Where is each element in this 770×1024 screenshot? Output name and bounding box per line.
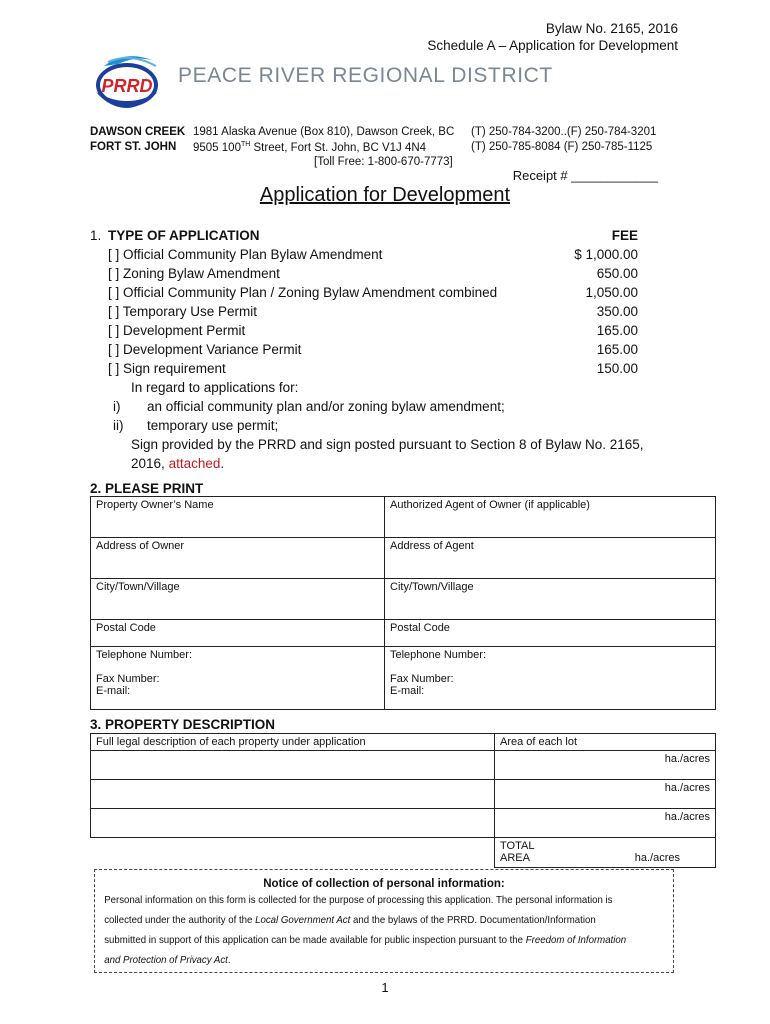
application-type-item[interactable]: [ ] Sign requirement (108, 361, 226, 376)
attached-link[interactable]: attached (168, 456, 221, 471)
section3-heading: 3. PROPERTY DESCRIPTION (90, 717, 276, 732)
page-title: Application for Development (259, 184, 511, 206)
table-row (91, 734, 716, 751)
table-row (91, 809, 716, 838)
table-row (91, 751, 716, 780)
legal-description-field[interactable] (91, 751, 495, 780)
schedule-title: Schedule A – Application for Development (427, 38, 678, 53)
owner-name-field[interactable]: Property Owner’s Name (91, 497, 385, 538)
agent-city-field[interactable]: City/Town/Village (385, 579, 716, 620)
area-field[interactable]: ha./acres (495, 809, 716, 838)
sign-i-marker: i) (113, 399, 121, 414)
privacy-notice (94, 869, 674, 973)
fee-value: 350.00 (596, 304, 638, 319)
table-row (91, 780, 716, 809)
area-field[interactable]: ha./acres (495, 780, 716, 809)
sign-text-2: 2016, attached. (131, 456, 225, 471)
agent-address-field[interactable]: Address of Agent (385, 538, 716, 579)
blank-cell (91, 838, 495, 868)
owner-info-table (90, 496, 716, 710)
table-row (91, 647, 716, 710)
application-type-item[interactable]: [ ] Zoning Bylaw Amendment (108, 266, 280, 281)
owner-postal-field[interactable]: Postal Code (91, 620, 385, 647)
fee-list (574, 245, 638, 378)
table-row (91, 538, 716, 579)
table-row (91, 497, 716, 538)
sign-ii: temporary use permit; (147, 418, 279, 433)
application-type-item[interactable]: [ ] Official Community Plan Bylaw Amendment (108, 247, 383, 262)
fee-value: 165.00 (596, 323, 638, 338)
legal-description-field[interactable] (91, 780, 495, 809)
office-address-dawson: 1981 Alaska Avenue (Box 810), Dawson Creek, BC (193, 126, 455, 138)
prrd-logo (90, 52, 165, 114)
table-row (91, 620, 716, 647)
office-city-dawson: DAWSON CREEK (90, 126, 186, 138)
agent-contact-field[interactable]: Telephone Number: Fax Number: E-mail: (385, 647, 716, 710)
application-type-item[interactable]: [ ] Development Variance Permit (108, 342, 302, 357)
logo-text: PRRD (101, 76, 153, 96)
fee-value: 650.00 (596, 266, 638, 281)
application-type-list (108, 245, 497, 378)
owner-city-field[interactable]: City/Town/Village (91, 579, 385, 620)
toll-free: [Toll Free: 1-800-670-7773] (314, 156, 453, 168)
table-row (91, 838, 716, 868)
office-address-fsj: 9505 100TH Street, Fort St. John, BC V1J 4N4 (193, 141, 427, 154)
notice-title: Notice of collection of personal information: (263, 878, 505, 890)
table-row (91, 579, 716, 620)
owner-address-field[interactable]: Address of Owner (91, 538, 385, 579)
legal-description-header: Full legal description of each property under application (91, 734, 495, 751)
org-name: PEACE RIVER REGIONAL DISTRICT (178, 64, 553, 87)
section1-number: 1. (90, 228, 102, 243)
fee-value: 1,050.00 (585, 285, 638, 300)
agent-name-field[interactable]: Authorized Agent of Owner (if applicable) (385, 497, 716, 538)
area-header: Area of each lot (495, 734, 716, 751)
sign-i: an official community plan and/or zoning bylaw amendment; (147, 399, 505, 414)
legal-description-field[interactable] (91, 809, 495, 838)
agent-postal-field[interactable]: Postal Code (385, 620, 716, 647)
sign-ii-marker: ii) (113, 418, 124, 433)
section2-heading: 2. PLEASE PRINT (90, 481, 204, 496)
notice-body: Personal information on this form is collected for the purpose of processing this application. The personal information is collected under the authority of the Local Government Act and the bylaws of the PRRD. Documentation/Information submitted in support of this application can be made available for public inspection pursuant to the Freedom of Information and Protection of Privacy Act. (104, 894, 627, 966)
fee-value: 150.00 (596, 361, 638, 376)
office-city-fsj: FORT ST. JOHN (90, 141, 177, 153)
page-number: 1 (381, 980, 389, 995)
application-type-item[interactable]: [ ] Temporary Use Permit (108, 304, 258, 319)
application-type-item[interactable]: [ ] Official Community Plan / Zoning Bylaw Amendment combined (108, 285, 498, 300)
fee-value: 165.00 (596, 342, 638, 357)
sign-intro: In regard to applications for: (131, 380, 299, 395)
section1-heading: TYPE OF APPLICATION (108, 228, 260, 243)
sign-text-1: Sign provided by the PRRD and sign posted pursuant to Section 8 of Bylaw No. 2165, (131, 437, 644, 452)
area-field[interactable]: ha./acres (495, 751, 716, 780)
receipt-number: Receipt # ____________ (512, 168, 658, 183)
total-area-field[interactable]: TOTAL AREA ha./acres (495, 838, 716, 868)
office-phones-dawson: (T) 250-784-3200..(F) 250-784-3201 (471, 126, 657, 138)
owner-contact-field[interactable]: Telephone Number: Fax Number: E-mail: (91, 647, 385, 710)
fee-value: $ 1,000.00 (574, 247, 638, 262)
fee-heading: FEE (611, 228, 638, 243)
property-table (90, 733, 716, 868)
office-phones-fsj: (T) 250-785-8084 (F) 250-785-1125 (471, 141, 653, 153)
bylaw-number: Bylaw No. 2165, 2016 (545, 21, 678, 36)
application-type-item[interactable]: [ ] Development Permit (108, 323, 246, 338)
